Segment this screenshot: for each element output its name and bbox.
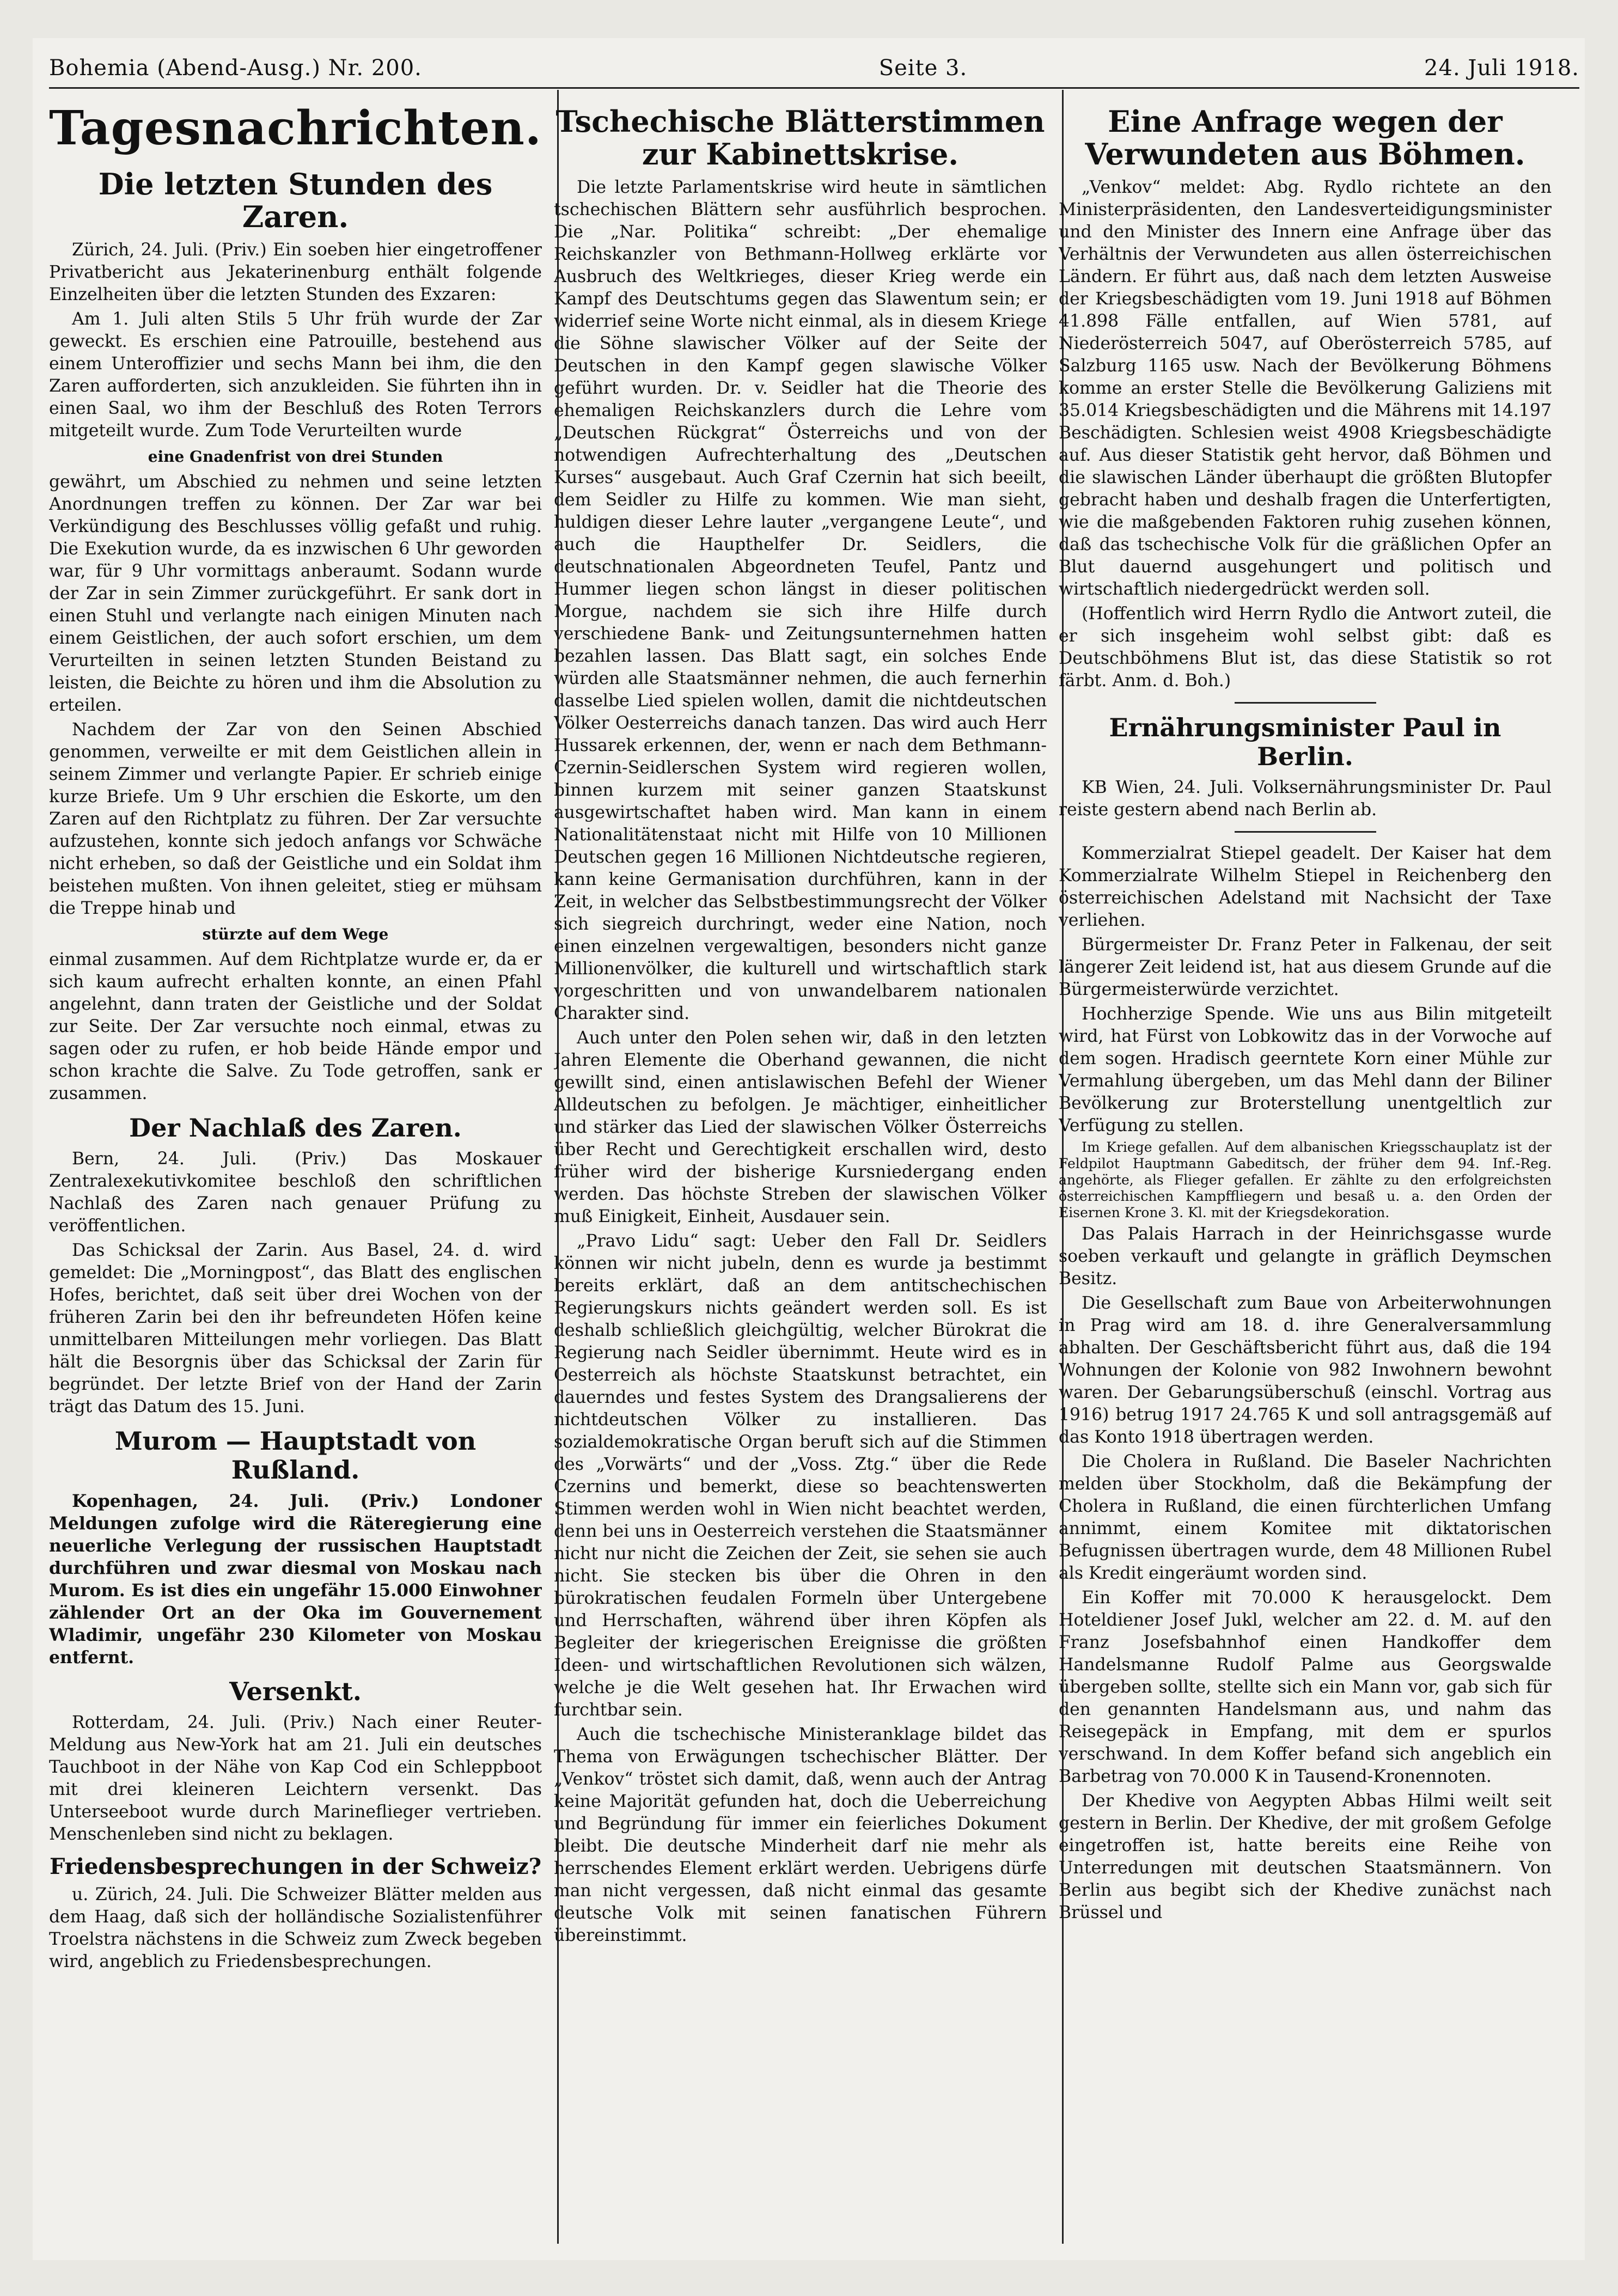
news-item: Ein Koffer mit 70.000 K herausgelockt. Dem Hoteldiener Josef Jukl, welcher am 22. d. M. auf den Franz Josefsbahnhof einen Handkoffer dem Handelsmanne Rudolf Palme aus Georgswalde übergeben sollte, stellte sich ein Mann vor, gab sich für den genannten Handelsmann aus, und nahm das Reisegepäck in Empfang, mit dem er spurlos verschwand. In dem Koffer befand sich angeblich ein Barbetrag von 70.000 K in Tausend-Kronennoten. <box>1059 1587 1552 1786</box>
article-paragraph: gewährt, um Abschied zu nehmen und seine letzten Anordnungen treffen zu können. Der Zar war bei Verkündigung des Beschlusses völlig gefaßt und ruhig. Die Exekution wurde, da es inzwischen 6 Uhr geworden war, für 9 Uhr vormittags anberaumt. Sodann wurde der Zar in sein Zimmer zurückgeführt. Er sank dort in einen Stuhl und verlangte nach einigen Minuten nach einem Geistlichen, der auch sofort erschien, um dem Verurteilten in seinen letzten Stunden Beistand zu leisten, die Beichte zu hören und ihm die Absolution zu erteilen. <box>49 472 542 715</box>
article-subheading: stürzte auf dem Wege <box>202 925 389 943</box>
article-paragraph: Das Schicksal der Zarin. Aus Basel, 24. d. wird gemeldet: Die „Morningpost“, das Blatt des englischen Hofes, berichtet, daß seit über drei Wochen von der früheren Zarin bei den ihr befreundeten Höfen keine unmittelbaren Mitteilungen mehr vorliegen. Das Blatt hält die Besorgnis über das Schicksal der Zarin für begründet. Der letzte Brief von der Hand der Zarin trägt das Datum des 15. Juni. <box>49 1240 542 1416</box>
article-paragraph: (Hoffentlich wird Herrn Rydlo die Antwort zuteil, die er sich insgeheim wohl selbst gibt: daß es Deutschböhmens Blut ist, das diese Statistik so rot färbt. Anm. d. Boh.) <box>1059 603 1552 691</box>
columns <box>49 95 1579 2244</box>
news-item: Im Kriege gefallen. Auf dem albanischen Kriegsschauplatz ist der Feldpilot Hauptmann Gabeditsch, der früher dem 94. Inf.-Reg. angehörte, als Flieger gefallen. Er zählte zu den erfolgreichsten österreichischen Kampffliegern und besaß u. a. den Orden der Eisernen Krone 3. Kl. mit der Kriegsdekoration. <box>1059 1139 1552 1220</box>
article-paragraph: Rotterdam, 24. Juli. (Priv.) Nach einer Reuter-Meldung aus New-York hat am 21. Juli ein deutsches Tauchboot in der Nähe von Kap Cod ein Schleppboot mit drei kleineren Leichtern versenkt. Das Unterseeboot wurde durch Marineflieger vertrieben. Menschenleben sind nicht zu beklagen. <box>49 1712 542 1844</box>
article-paragraph: Am 1. Juli alten Stils 5 Uhr früh wurde der Zar geweckt. Es erschien eine Patrouille, bestehend aus einem Unteroffizier und sechs Mann bei ihm, die den Zaren aufforderten, sich anzukleiden. Sie führten ihn in einen Saal, wo ihm der Beschluß des Roten Terrors mitgeteilt wurde. Zum Tode Verurteilten wurde <box>49 309 542 441</box>
article-paragraph: u. Zürich, 24. Juli. Die Schweizer Blätter melden aus dem Haag, daß sich der holländische Sozialistenführer Troelstra nächstens in die Schweiz zum Zweck begeben wird, angeblich zu Friedensbesprechungen. <box>49 1884 542 1971</box>
article-paragraph: KB Wien, 24. Juli. Volksernährungsminister Dr. Paul reiste gestern abend nach Berlin ab. <box>1059 777 1552 820</box>
article-paragraph: „Venkov“ meldet: Abg. Rydlo richtete an den Ministerpräsidenten, den Landesverteidigungsminister und den Minister des Innern eine Anfrage über das Verhältnis der Verwundeten aus allen österreichischen Ländern. Er führt aus, daß nach dem letzten Ausweise der Kriegsbeschädigten vom 19. Juni 1918 auf Böhmen 41.898 Fälle entfallen, auf Wien 5781, auf Niederösterreich 5047, auf Oberösterreich 5785, auf Salzburg 1165 usw. Nach der Bevölkerung Böhmens komme an erster Stelle die Bevölkerung Galiziens mit 35.014 Kriegsbeschädigten und die Mährens mit 14.197 Beschädigten. Schlesien weist 4908 Kriegsbeschädigte auf. Aus dieser Statistik geht hervor, daß Böhmen und die slawischen Länder überhaupt die größten Blutopfer gebracht haben und deshalb fragen die Unterfertigten, wie die maßgebenden Faktoren ruhig zusehen können, daß das tschechische Volk für die gräßlichen Opfer an Blut dauernd ausgehungert und politisch und wirtschaftlich niedergedrückt werden soll. <box>1059 177 1552 599</box>
news-item: Bürgermeister Dr. Franz Peter in Falkenau, der seit längerer Zeit leidend ist, hat aus diesem Grunde auf die Bürgermeisterwürde verzichtet. <box>1059 935 1552 999</box>
article-headline: Tschechische Blätterstimmen zur Kabinettskrise. <box>555 104 1045 172</box>
article-paragraph: „Pravo Lidu“ sagt: Ueber den Fall Dr. Seidlers können wir nicht jubeln, denn es wurde ja bestimmt bereits erklärt, daß an dem antitschechischen Regierungskurs nichts geändert werden soll. Es ist deshalb schließlich gleichgültig, welcher Bürokrat die Regierung nach Seidler übernimmt. Heute wird es in Oesterreich als höchste Staatskunst betrachtet, ein dauerndes und festes System des Drangsalierens der nichtdeutschen Völker zu installieren. Das sozialdemokratische Organ beruft sich auf die Stimmen des „Vorwärts“ und der „Voss. Ztg.“ über die Rede Czernins und bemerkt, diese so beachtenswerten Stimmen werden wohl in Wien nicht beachtet werden, denn bei uns in Oesterreich verstehen die Staatsmänner nicht nur nicht die Zeichen der Zeit, sie sehen sie auch nicht. Sie stecken bis über die Ohren in den bürokratischen feudalen Formeln über Untergebene und Herrschaften, während über ihren Köpfen als Begleiter der kriegerischen Ereignisse die größten Ideen- und wirtschaftlichen Revolutionen sich wälzen, welche je die Welt gesehen hat. Ihr Erwachen wird furchtbar sein. <box>554 1231 1047 1720</box>
article-headline: Eine Anfrage wegen der Verwundeten aus Böhmen. <box>1085 104 1525 172</box>
header-masthead: Bohemia (Abend-Ausg.) Nr. 200. <box>49 56 422 81</box>
news-item: Die Cholera in Rußland. Die Baseler Nachrichten melden über Stockholm, daß die Bekämpfung der Cholera in Rußland, die einen fürchterlichen Umfang annimmt, einem Komitee mit diktatorischen Befugnissen übertragen wurde, dem 48 Millionen Rubel als Kredit eingeräumt worden sind. <box>1059 1451 1552 1583</box>
article-headline: Ernährungsminister Paul in Berlin. <box>1109 712 1501 771</box>
article-paragraph: Auch die tschechische Ministeranklage bildet das Thema von Erwägungen tschechischer Blätter. Der „Venkov“ tröstet sich damit, daß, wenn auch der Antrag keine Majorität gefunden hat, doch die Ueberreichung und Begründung für immer ein feierliches Dokument bleibt. Die deutsche Minderheit darf nie mehr als herrschendes Element erklärt werden. Uebrigens dürfe man nicht vergessen, daß nicht einmal das gesamte deutsche Volk mit seinen fanatischen Führern übereinstimmt. <box>554 1724 1047 1945</box>
article-paragraph: Auch unter den Polen sehen wir, daß in den letzten Jahren Elemente die Oberhand gewannen, die nicht gewillt sind, einen antislawischen Befehl der Wiener Alldeutschen zu befolgen. Je mächtiger, einheitlicher und stärker das Lied der slawischen Völker Österreichs über Recht und Gerechtigkeit erschallen wird, desto früher wird der bisherige Kursniedergang enden werden. Das höchste Streben der slawischen Völker muß Einigkeit, Einheit, Ausdauer sein. <box>554 1028 1047 1226</box>
article-paragraph: Nachdem der Zar von den Seinen Abschied genommen, verweilte er mit dem Geistlichen allein in seinem Zimmer und verlangte Papier. Er schrieb einige kurze Briefe. Um 9 Uhr erschien die Eskorte, um den Zaren auf den Richtplatz zu führen. Der Zar versuchte aufzustehen, konnte sich jedoch anfangs vor Schwäche nicht erheben, so daß der Geistliche und ein Soldat ihm beistehen mußten. Von ihnen geleitet, stieg er mühsam die Treppe hinab und <box>49 719 542 918</box>
article-subheading: eine Gnadenfrist von drei Stunden <box>148 447 443 466</box>
article-paragraph: Zürich, 24. Juli. (Priv.) Ein soeben hier eingetroffener Privatbericht aus Jekaterinenburg enthält folgende Einzelheiten über die letzten Stunden des Exzaren: <box>49 240 542 304</box>
article-headline: Friedensbesprechungen in der Schweiz? <box>49 1853 542 1879</box>
article-headline: Versenkt. <box>229 1676 362 1706</box>
header-page-number: Seite 3. <box>878 56 968 81</box>
section-title: Tagesnachrichten. <box>49 101 542 156</box>
news-item: Das Palais Harrach in der Heinrichsgasse wurde soeben verkauft und gelangte in gräflich Deymschen Besitz. <box>1059 1224 1552 1289</box>
article-paragraph: Bern, 24. Juli. (Priv.) Das Moskauer Zentralexekutivkomitee beschloß den schriftlichen Nachlaß des Zaren nach genauer Prüfung zu veröffentlichen. <box>49 1149 542 1236</box>
article-paragraph: Die letzte Parlamentskrise wird heute in sämtlichen tschechischen Blättern sehr ausführlich besprochen. Die „Nar. Politika“ schreibt: „Der ehemalige Reichskanzler von Bethmann-Hollweg erklärte vor Ausbruch des Weltkrieges, dieser Krieg werde ein Kampf des Deutschtums gegen das Slawentum sein; er widerrief seine Worte nicht einmal, als in diesem Kriege die Söhne slawischer Völker auf der Seite der Deutschen in den Kampf gegen slawische Völker geführt wurden. Dr. v. Seidler hat die Theorie des ehemaligen Reichskanzlers durch die Lehre vom „Deutschen Rückgrat“ Österreichs und von der notwendigen Aufrechterhaltung des „Deutschen Kurses“ ausgebaut. Auch Graf Czernin hat sich beeilt, dem Seidler zu Hilfe zu kommen. Wie man sieht, huldigen dieser Lehre lauter „vergangene Leute“, und auch die Haupthelfer Dr. Seidlers, die deutschnationalen Abgeordneten Teufel, Pantz und Hummer liegen schon längst in dieser politischen Morgue, nachdem sie sich ihre Hilfe durch verschiedene Bank- und Zeitungsunternehmen hatten bezahlen lassen. Das Blatt sagt, ein solches Ende würden alle Staatsmänner nehmen, die auch fernerhin dasselbe Lied spielen wollen, damit die nichtdeutschen Völker Oesterreichs danach tanzen. Das wird auch Herr Hussarek erkennen, der, wenn er nach dem Bethmann-Czernin-Seidlerschen System wird regieren wollen, binnen kurzem mit seiner ganzen Staatskunst ausgewirtschaftet haben wird. Man kann in einem Nationalitätenstaat nicht mit Hilfe von 10 Millionen Deutschen gegen 16 Millionen Nichtdeutsche regieren, kann keine Germanisation durchführen, kann in der Zeit, in welcher das Selbstbestimmungsrecht der Völker sich siegreich durchringt, weder eine Nation, noch einen einzelnen vergewaltigen, besonders nicht ganze Millionenvölker, die kulturell und wirtschaftlich stark vorgeschritten und von unwandelbarem nationalen Charakter sind. <box>554 177 1047 1023</box>
news-item: Die Gesellschaft zum Baue von Arbeiterwohnungen in Prag wird am 18. d. ihre Generalversammlung abhalten. Der Geschäftsbericht führt aus, daß die 194 Wohnungen der Kolonie von 982 Inwohnern bewohnt waren. Der Gebarungsüberschuß (einschl. Vortrag aus 1916) betrug 1917 24.765 K und soll antragsgemäß auf das Konto 1918 übertragen werden. <box>1059 1293 1552 1447</box>
article-headline: Murom — Hauptstadt von Rußland. <box>114 1426 477 1485</box>
news-item: Kommerzialrat Stiepel geadelt. Der Kaiser hat dem Kommerzialrate Wilhelm Stiepel in Reichenberg den österreichischen Adelstand mit Nachsicht der Taxe verliehen. <box>1059 843 1552 930</box>
column-1 <box>49 95 542 2244</box>
column-3 <box>1059 95 1552 2244</box>
header-date: 24. Juli 1918. <box>1424 56 1579 81</box>
article-headline: Der Nachlaß des Zaren. <box>129 1113 462 1143</box>
separator-rule <box>1235 702 1376 704</box>
article-headline: Die letzten Stunden des Zaren. <box>98 167 493 235</box>
separator-rule <box>1235 831 1376 833</box>
news-item: Hochherzige Spende. Wie uns aus Bilin mitgeteilt wird, hat Fürst von Lobkowitz das in der Vorwoche auf dem sogen. Hradisch geerntete Korn einer Mühle zur Vermahlung übergeben, um das Mehl dann der Biliner Bevölkerung zur Broterstellung unentgeltlich zur Verfügung zu stellen. <box>1059 1004 1552 1135</box>
newspaper-page <box>33 38 1585 2260</box>
article-paragraph: einmal zusammen. Auf dem Richtplatze wurde er, da er sich kaum aufrecht erhalten konnte, an einen Pfahl angelehnt, dann traten der Geistliche und der Soldat zur Seite. Der Zar versuchte noch einmal, etwas zu sagen oder zu rufen, er hob beide Hände empor und schon krachte die Salve. Zu Tode getroffen, sank er zusammen. <box>49 949 542 1103</box>
column-2 <box>554 95 1047 2244</box>
page-header <box>49 49 1579 89</box>
article-paragraph: Kopenhagen, 24. Juli. (Priv.) Londoner Meldungen zufolge wird die Räteregierung eine neuerliche Verlegung der russischen Hauptstadt durchführen und zwar diesmal von Moskau nach Murom. Es ist dies ein ungefähr 15.000 Einwohner zählender Ort an der Oka im Gouvernement Wladimir, ungefähr 230 Kilometer von Moskau entfernt. <box>49 1491 542 1668</box>
news-item: Der Khedive von Aegypten Abbas Hilmi weilt seit gestern in Berlin. Der Khedive, der mit großem Gefolge eingetroffen ist, hatte bereits eine Reihe von Unterredungen mit deutschen Staatsmännern. Von Berlin aus begibt sich der Khedive zunächst nach Brüssel und <box>1059 1791 1552 1922</box>
